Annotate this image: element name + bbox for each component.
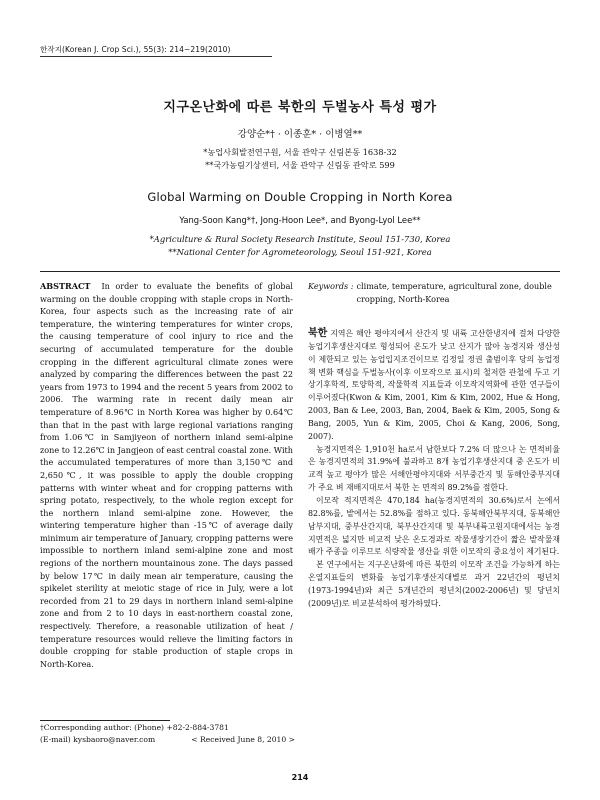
footnote-rule <box>40 720 170 721</box>
affiliations-english <box>0 233 600 259</box>
keywords <box>308 280 560 305</box>
lead-word: 북한 <box>308 328 328 339</box>
received-date: < Received June 8, 2010 > <box>191 735 295 744</box>
title-korean: 지구온난화에 따른 북한의 두벌농사 특성 평가 <box>163 100 437 115</box>
affiliation-english-1: *Agriculture & Rural Society Research Institute, Seoul 151-730, Korea <box>149 234 451 244</box>
paragraph-1-text: 지역은 해안 평야지에서 산간지 및 내륙 고산한냉지에 걸쳐 다양한 농업기후생산지대로 형성되어 온도가 낮고 산지가 많아 농경지와 생산성이 제한되고 있는 농업입지조건이므로 김정일 정권 출범이후 당의 농업정책 변화 핵심을 두벌농사(이후 이모작으로 표시)의 철저한 관철에 두고 기상기후학적, 토양학적, 작물학적 지표들과 이모작지역화에 관한 연구들이 이루어졌다(Kwon & Kim, 2001, Kim & Kim, 2002, Hue & Hong, 2003, Ban & Lee, 2003, Ban, 2004, Baek & Kim, 2005, Song & Bang, 2005, Yun & Kim, 2005, Choi & Kang, 2006, Song, 2007). <box>308 329 560 441</box>
abstract-text: In order to evaluate the benefits of global warming on the double cropping with staple crops in North-Korea, four aspects such as the increasing rate of air temperature, the wintering temperatures for winter crops, the causing temperature of cool injury to rice and the securing of accumulated temperature for the double cropping in the different agricultural climate zones were analyzed by comparing the differences between the past 22 years from 1973 to 1994 and the recent 5 years from 2002 to 2006. The warming rate in recent daily mean air temperature of 8.96℃ in North Korea was higher by 0.64℃ than that in the past with large regional variations ranging from 1.06℃ in Samjiyeon of northern inland semi-alpine zone to 12.26℃ in Jangjeon of east central coastal zone. With the accumulated temperatures of more than 3,150℃ and 2,650℃, it was possible to apply the double cropping patterns with winter wheat and for cropping patterns with spring potato, respectively, to the whole region except for the northern inland semi-alpine zone. However, the wintering temperature higher than -15℃ of average daily minimum air temperature of January, cropping patterns were impossible to northern inland semi-alpine zone and most regions of the northern mountainous zone. The days passed by below 17℃ in daily mean air temperature, causing the spikelet sterility at meiotic stage of rice in July, were a lot recorded from 21 to 29 days in northern inland semi-alpine zone and from 2 to 10 days in east-northern coastal zone, respectively. Therefore, a reasonable utilization of heat / temperature resources would relieve the limiting factors in double cropping for stable production of staple crops in North-Korea. <box>40 281 293 669</box>
author-email: (E-mail) kysbaoro@naver.com <box>40 735 156 744</box>
keywords-label: Keywords : <box>308 281 354 291</box>
affiliation-korean-1: *농업사회발전연구원, 서울 관악구 신림본동 1638-32 <box>203 147 397 157</box>
authors-korean: 강양순*† · 이종훈* · 이병열** <box>237 129 363 140</box>
affiliations-korean <box>0 146 600 172</box>
paragraph-4: 본 연구에서는 지구온난화에 따른 북한의 이모작 조건을 가능하게 하는 온열지표들의 변화를 농업기후생산지대별로 과거 22년간의 평년치(1973-1994년)와 최근 5개년간의 평년치(2002-2006년) 및 당년치(2009년)로 비교분석하여 평가하였다. <box>308 560 560 608</box>
corresponding-author: †Corresponding author: (Phone) +82-2-884-3781 <box>40 723 229 732</box>
keywords-text: climate, temperature, agricultural zone, double cropping, North-Korea <box>356 281 552 304</box>
affiliation-english-2: **National Center for Agrometeorology, Seoul 151-921, Korea <box>168 247 432 257</box>
paragraph-1 <box>308 328 560 444</box>
affiliation-korean-2: **국가농림기상센터, 서울 관악구 신림동 관악로 599 <box>205 160 395 170</box>
authors-english: Yang-Soon Kang*†, Jong-Hoon Lee*, and Byong-Lyol Lee** <box>179 215 421 225</box>
page-number: 214 <box>291 773 309 782</box>
title-english: Global Warming on Double Cropping in North Korea <box>147 190 453 204</box>
journal-citation: 한작지(Korean J. Crop Sci.), 55(3): 214~219(2010) <box>40 45 231 54</box>
abstract <box>40 280 293 670</box>
paragraph-2: 농경지면적은 1,910천 ha로서 남한보다 7.2% 더 많으나 논 면적비율은 농경지면적의 31.9%에 불과하고 8개 농업기후생산지대 중 온도가 비교적 높고 평야가 많은 서해안평야지대와 서부중간지 및 동해안중부지대가 주요 벼 재배지대로서 북한 논 면적의 89.2%를 점한다. <box>308 444 560 493</box>
footnote <box>40 722 295 746</box>
paragraph-3: 이모작 적지면적은 470,184 ha(농경지면적의 30.6%)로서 논에서 82.8%를, 밭에서는 52.8%를 점하고 있다. 동북해안북부지대, 동북해안남부지대, 중부산간지대, 북부산간지대 및 북부내륙고원지대에서는 농경지면적은 넓지만 비교적 낮은 온도경과로 작물생장기간이 짧은 밭작물재배가 주종을 이루므로 식량작물 생산을 위한 이모작의 중요성이 제기된다. <box>308 495 560 557</box>
abstract-label: ABSTRACT <box>40 281 91 291</box>
header-rule <box>40 56 272 57</box>
introduction-body <box>308 328 560 611</box>
section-rule <box>40 271 560 272</box>
